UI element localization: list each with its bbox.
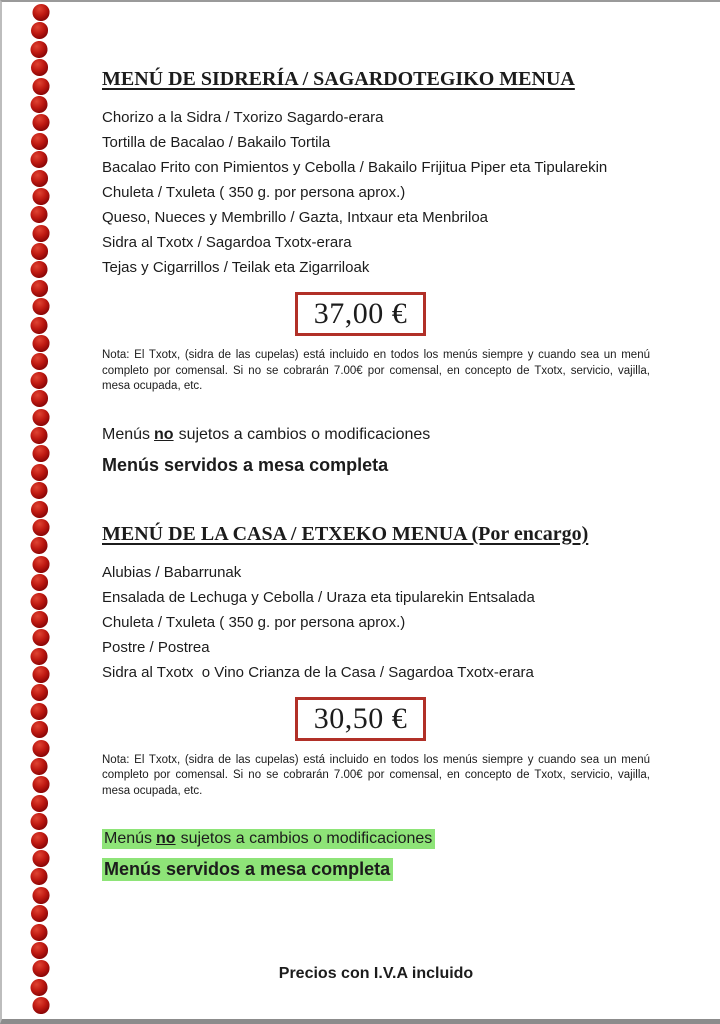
red-bead-icon	[31, 996, 50, 1015]
menu-item: Postre / Postrea	[102, 638, 210, 656]
red-bead-icon	[30, 481, 49, 500]
red-bead-icon	[30, 371, 49, 390]
red-bead-icon	[30, 40, 49, 59]
red-bead-icon	[31, 133, 48, 150]
menu-item: Tortilla de Bacalao / Bakailo Tortila	[102, 134, 331, 151]
red-bead-icon	[30, 95, 49, 114]
red-bead-icon	[31, 334, 50, 353]
section-title: MENÚ DE LA CASA / ETXEKO MENUA (Por encargo)	[102, 522, 589, 545]
policy-text: Menús no sujetos a cambios o modificaciones	[102, 425, 431, 443]
price-value: 37,00 €	[313, 297, 408, 330]
price-box	[295, 292, 426, 336]
section-casa	[102, 523, 650, 882]
red-bead-icon	[31, 22, 48, 39]
price-value: 30,50 €	[313, 701, 408, 735]
menu-item-list	[102, 560, 650, 685]
full-table-line-highlighted: Menús servidos a mesa completa	[102, 857, 650, 881]
red-bead-icon	[30, 702, 49, 721]
red-bead-icon	[31, 518, 50, 537]
menu-item: Chorizo a la Sidra / Txorizo Sagardo-erara	[102, 109, 384, 126]
menu-item: Ensalada de Lechuga y Cebolla / Uraza eta tipularekin Entsalada	[102, 588, 535, 606]
red-bead-icon	[31, 444, 50, 463]
red-bead-icon	[31, 243, 48, 260]
page-content	[102, 2, 650, 983]
red-bead-icon	[31, 905, 48, 922]
vat-included-note: Precios con I.V.A incluido	[278, 965, 474, 982]
menu-item: Sidra al Txotx / Sagardoa Txotx-erara	[102, 234, 352, 251]
no-changes-line	[102, 425, 650, 445]
red-bead-icon	[31, 611, 48, 628]
red-bead-icon	[30, 205, 49, 224]
red-bead-icon	[31, 684, 48, 701]
red-bead-icon	[31, 353, 48, 370]
red-bead-icon	[31, 849, 50, 868]
menu-item: Chuleta / Txuleta ( 350 g. por persona aprox.)	[102, 613, 406, 631]
red-bead-icon	[30, 261, 49, 280]
red-bead-icon	[31, 775, 50, 794]
red-bead-icon	[31, 280, 48, 297]
txotx-note: Nota: El Txotx, (sidra de las cupelas) está incluido en todos los menús siempre y cuando sea un menú completo por comensal. Si no se cobrarán 7.00€ por comensal, en concepto de Txotx, servicio, vajilla, mesa ocupada, etc.	[102, 349, 650, 392]
menu-item: Bacalao Frito con Pimientos y Cebolla / Bakailo Frijitua Piper eta Tipularekin	[102, 159, 608, 176]
section-sidreria	[102, 68, 650, 477]
policy-emphasis: no	[156, 830, 176, 847]
red-bead-icon	[31, 3, 50, 22]
red-bead-icon	[31, 665, 50, 684]
menu-item: Chuleta / Txuleta ( 350 g. por persona aprox.)	[102, 184, 406, 201]
red-bead-icon	[30, 316, 49, 335]
red-bead-icon	[31, 832, 48, 849]
red-bead-icon	[31, 942, 48, 959]
red-bead-icon	[31, 59, 48, 76]
no-changes-line-highlighted	[102, 829, 650, 849]
red-bead-icon	[30, 150, 49, 169]
txotx-note: Nota: El Txotx, (sidra de las cupelas) está incluido en todos los menús siempre y cuando sea un menú completo por comensal. Si no se cobrarán 7.00€ por comensal, en concepto de Txotx, servicio, vajilla, mesa ocupada, etc.	[102, 753, 650, 797]
red-bead-icon	[30, 757, 49, 776]
red-bead-icon	[31, 795, 48, 812]
policy-emphasis: no	[154, 425, 174, 443]
red-bead-icon	[31, 959, 50, 978]
red-bead-icon	[30, 978, 49, 997]
red-bead-icon	[30, 923, 49, 942]
red-bead-icon	[31, 390, 48, 407]
menu-item: Alubias / Babarrunak	[102, 563, 242, 581]
red-dot-border	[31, 4, 51, 1019]
menu-item: Queso, Nueces y Membrillo / Gazta, Intxaur eta Menbriloa	[102, 209, 489, 226]
red-bead-icon	[30, 812, 49, 831]
red-bead-icon	[30, 426, 49, 445]
red-bead-icon	[31, 628, 50, 647]
menu-item: Tejas y Cigarrillos / Teilak eta Zigarriloak	[102, 259, 370, 276]
red-bead-icon	[30, 868, 49, 887]
red-bead-icon	[30, 592, 49, 611]
red-bead-icon	[30, 536, 49, 555]
red-bead-icon	[31, 170, 48, 187]
red-bead-icon	[31, 464, 48, 481]
price-box	[295, 697, 426, 741]
menu-item-list	[102, 105, 650, 280]
red-bead-icon	[31, 555, 50, 574]
menu-item: Sidra al Txotx o Vino Crianza de la Casa / Sagardoa Txotx-erara	[102, 663, 534, 681]
policy-text: Menús no sujetos a cambios o modificaciones	[102, 829, 435, 849]
red-bead-icon	[31, 76, 50, 95]
red-bead-icon	[31, 113, 50, 132]
red-bead-icon	[31, 886, 50, 905]
red-bead-icon	[31, 407, 50, 426]
red-bead-icon	[30, 647, 49, 666]
red-bead-icon	[31, 501, 48, 518]
red-bead-icon	[31, 739, 50, 758]
red-bead-icon	[31, 574, 48, 591]
red-bead-icon	[31, 224, 50, 243]
full-table-line: Menús servidos a mesa completa	[102, 454, 389, 475]
red-bead-icon	[31, 721, 48, 738]
section-title: MENÚ DE SIDRERÍA / SAGARDOTEGIKO MENUA	[102, 68, 575, 90]
red-bead-icon	[31, 187, 50, 206]
red-bead-icon	[31, 297, 50, 316]
